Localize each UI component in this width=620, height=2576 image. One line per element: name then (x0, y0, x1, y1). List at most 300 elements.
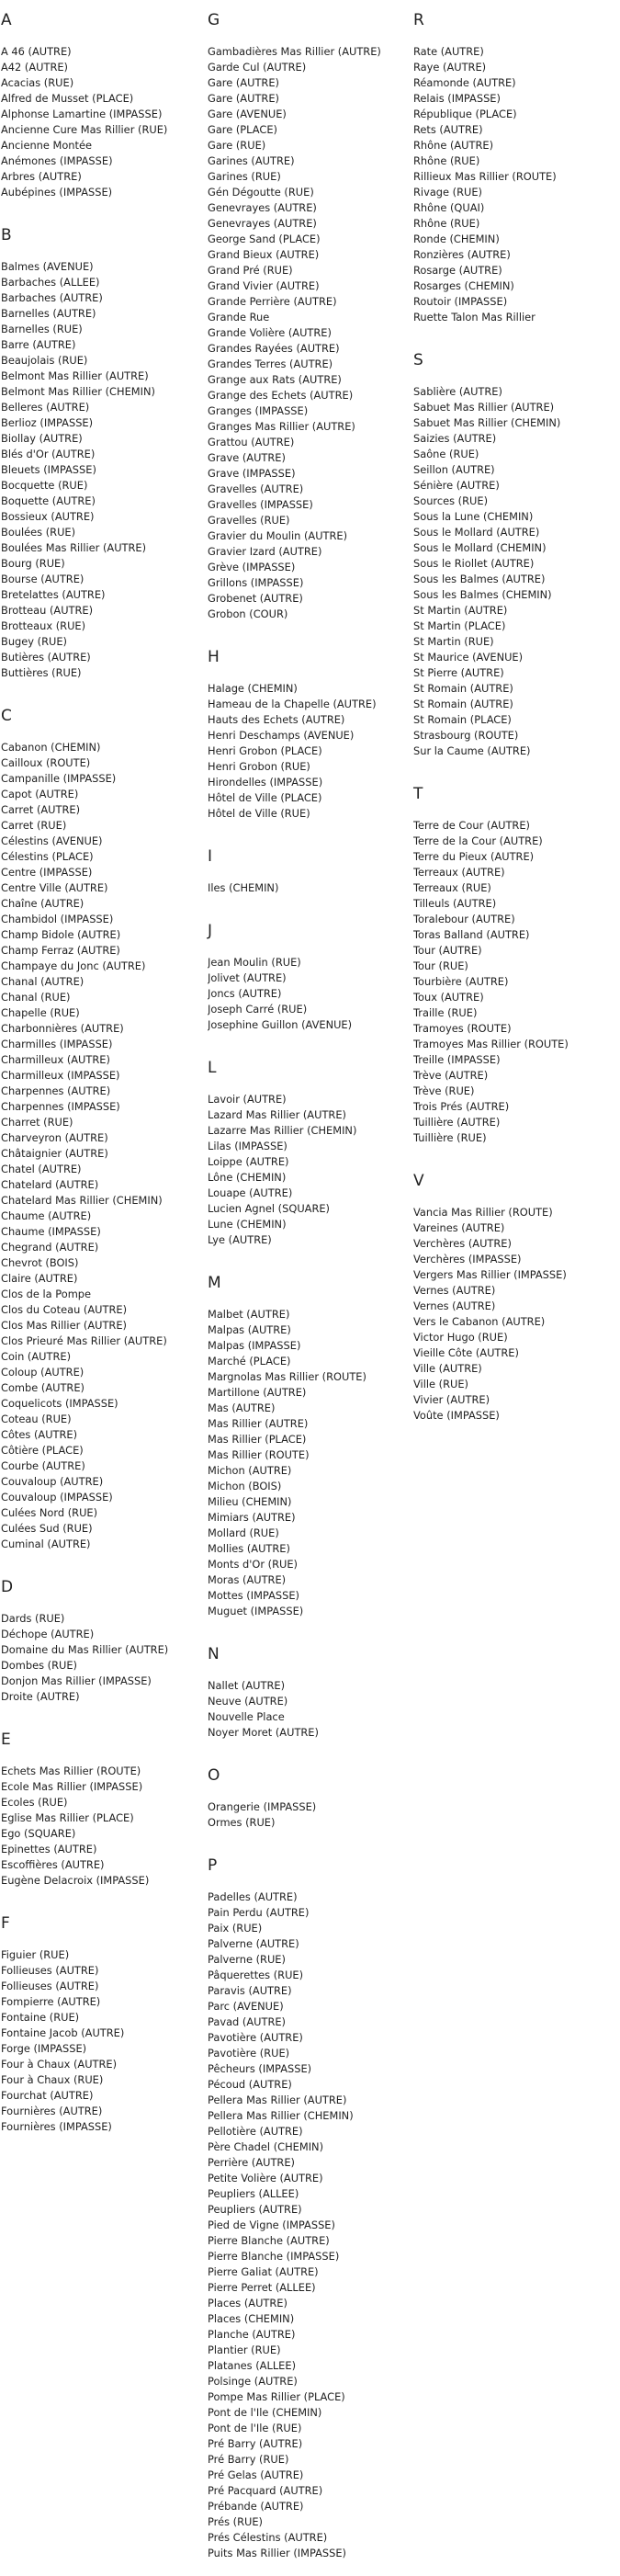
section-letter-heading: B (1, 226, 12, 244)
street-entry: Follieuses (AUTRE) (1, 1964, 99, 1977)
street-list (208, 681, 411, 822)
street-entry: Martillone (AUTRE) (208, 1386, 307, 1399)
street-entry: Chaîne (AUTRE) (1, 897, 85, 910)
street-list (1, 1947, 205, 2135)
street-entry: Mas Rillier (AUTRE) (208, 1417, 309, 1430)
street-entry: Fournières (AUTRE) (1, 2105, 103, 2117)
street-entry: Pavotière (RUE) (208, 2047, 290, 2060)
street-entry: St Romain (AUTRE) (413, 682, 513, 695)
street-entry: Cabanon (CHEMIN) (1, 741, 101, 754)
street-entry: Forge (IMPASSE) (1, 2042, 87, 2055)
street-entry: Sabuet Mas Rillier (CHEMIN) (413, 416, 561, 429)
index-section-h (208, 648, 411, 836)
street-entry: Biollay (AUTRE) (1, 432, 83, 445)
street-entry: Bocquette (RUE) (1, 479, 88, 492)
street-entry: Epinettes (AUTRE) (1, 1843, 97, 1855)
street-list (1, 1764, 205, 1889)
section-letter-heading: L (208, 1059, 217, 1077)
street-entry: Rhône (RUE) (413, 154, 480, 167)
street-entry: Gravier Izard (AUTRE) (208, 545, 322, 558)
street-entry: Lazard Mas Rillier (AUTRE) (208, 1108, 346, 1121)
street-entry: Mimiars (AUTRE) (208, 1511, 296, 1524)
street-entry: Rhône (AUTRE) (413, 139, 494, 152)
street-entry: Bourg (RUE) (1, 557, 65, 570)
street-entry: Arbres (AUTRE) (1, 170, 82, 183)
street-entry: Gravelles (AUTRE) (208, 482, 304, 495)
section-letter-heading: F (1, 1914, 10, 1933)
street-entry: Victor Hugo (RUE) (413, 1331, 508, 1344)
street-entry: Pompe Mas Rillier (PLACE) (208, 2390, 345, 2403)
street-entry: Rosarges (CHEMIN) (413, 279, 514, 292)
street-entry: Pied de Vigne (IMPASSE) (208, 2219, 335, 2231)
section-spacer (1, 2135, 205, 2150)
street-entry: Chambidol (IMPASSE) (1, 913, 114, 925)
street-entry: Ego (SQUARE) (1, 1827, 76, 1840)
street-entry: Cailloux (ROUTE) (1, 756, 91, 769)
street-entry: Bugey (RUE) (1, 635, 67, 648)
street-entry: Trois Prés (AUTRE) (413, 1100, 510, 1113)
street-list (208, 1799, 411, 1831)
street-entry: Prés (RUE) (208, 2515, 264, 2528)
street-entry: Rosarge (AUTRE) (413, 264, 502, 277)
street-entry: Pierre Perret (ALLEE) (208, 2281, 316, 2294)
street-entry: Monts d'Or (RUE) (208, 1558, 299, 1571)
street-entry: Domaine du Mas Rillier (AUTRE) (1, 1643, 169, 1656)
street-list (208, 1307, 411, 1619)
street-entry: Pain Perdu (AUTRE) (208, 1906, 310, 1919)
street-entry: Vernes (AUTRE) (413, 1299, 496, 1312)
street-entry: Vivier (AUTRE) (413, 1393, 490, 1406)
street-entry: République (PLACE) (413, 108, 517, 120)
street-entry: Malpas (AUTRE) (208, 1323, 291, 1336)
street-entry: Chaume (AUTRE) (1, 1209, 92, 1222)
street-entry: Ruette Talon Mas Rillier (413, 311, 535, 323)
street-entry: Henri Grobon (RUE) (208, 760, 310, 773)
street-entry: Hameau de la Chapelle (AUTRE) (208, 698, 377, 710)
street-entry: Ecoles (RUE) (1, 1796, 68, 1809)
street-entry: Coteau (RUE) (1, 1413, 72, 1425)
street-entry: Couvaloup (AUTRE) (1, 1475, 104, 1488)
street-entry: Joseph Carré (RUE) (208, 1003, 308, 1016)
street-entry: Pêcheurs (IMPASSE) (208, 2062, 312, 2075)
street-entry: Pavotière (AUTRE) (208, 2031, 303, 2044)
street-entry: Neuve (AUTRE) (208, 1695, 288, 1708)
street-entry: Côtes (AUTRE) (1, 1428, 78, 1441)
street-entry: Butières (AUTRE) (1, 651, 91, 664)
street-entry: Pellotière (AUTRE) (208, 2125, 303, 2138)
street-entry: Champaye du Jonc (AUTRE) (1, 959, 146, 972)
street-entry: Petite Volière (AUTRE) (208, 2172, 323, 2184)
street-entry: Genevrayes (AUTRE) (208, 217, 317, 230)
street-entry: Coin (AUTRE) (1, 1350, 72, 1363)
index-section-t (413, 785, 617, 1161)
street-entry: Coloup (AUTRE) (1, 1366, 85, 1379)
street-entry: Champ Ferraz (AUTRE) (1, 944, 120, 957)
street-entry: Charpennes (AUTRE) (1, 1084, 111, 1097)
street-entry: Marché (PLACE) (208, 1355, 291, 1367)
street-entry: Chanal (AUTRE) (1, 975, 85, 988)
street-entry: Planche (AUTRE) (208, 2328, 296, 2341)
index-section-g (208, 11, 411, 637)
street-entry: Ancienne Montée (1, 139, 93, 152)
section-letter-heading: P (208, 1856, 218, 1875)
street-list (1, 259, 205, 681)
index-section-o (208, 1766, 411, 1845)
street-entry: Seillon (AUTRE) (413, 463, 495, 476)
street-entry: Rhône (RUE) (413, 217, 480, 230)
street-entry: Josephine Guillon (AVENUE) (208, 1018, 353, 1031)
street-entry: Lavoir (AUTRE) (208, 1093, 287, 1106)
street-entry: Ville (AUTRE) (413, 1362, 482, 1375)
street-entry: Pécoud (AUTRE) (208, 2078, 292, 2091)
street-entry: Terreaux (RUE) (413, 881, 491, 894)
index-section-i (208, 847, 411, 911)
index-section-m (208, 1274, 411, 1634)
street-entry: Campanille (IMPASSE) (1, 772, 117, 785)
street-entry: Figuier (RUE) (1, 1948, 70, 1961)
street-entry: Charmilles (IMPASSE) (1, 1038, 113, 1050)
street-entry: Joncs (AUTRE) (208, 987, 282, 1000)
street-entry: Michon (AUTRE) (208, 1464, 292, 1477)
street-entry: Gravier du Moulin (AUTRE) (208, 529, 348, 542)
index-section-a (1, 11, 205, 215)
street-entry: Verchères (AUTRE) (413, 1237, 512, 1250)
street-entry: Gare (AUTRE) (208, 76, 279, 89)
street-entry: Halage (CHEMIN) (208, 682, 298, 695)
street-entry: Malbet (AUTRE) (208, 1308, 290, 1321)
street-entry: Ronde (CHEMIN) (413, 233, 500, 245)
street-entry: Lazarre Mas Rillier (CHEMIN) (208, 1124, 357, 1137)
street-entry: Clos du Coteau (AUTRE) (1, 1303, 128, 1316)
street-entry: Toux (AUTRE) (413, 991, 484, 1004)
street-entry: Claire (AUTRE) (1, 1272, 78, 1285)
street-entry: Grande Volière (AUTRE) (208, 326, 332, 339)
street-list (413, 44, 617, 325)
street-entry: St Romain (AUTRE) (413, 698, 513, 710)
street-entry: Eglise Mas Rillier (PLACE) (1, 1811, 134, 1824)
street-entry: Carret (AUTRE) (1, 803, 81, 816)
section-spacer (413, 759, 617, 774)
street-list (208, 1092, 411, 1248)
street-entry: Tour (RUE) (413, 959, 468, 972)
street-entry: Jean Moulin (RUE) (208, 956, 301, 969)
street-entry: Pierre Blanche (IMPASSE) (208, 2250, 340, 2263)
street-entry: Grave (IMPASSE) (208, 467, 296, 480)
street-entry: Terre de la Cour (AUTRE) (413, 834, 543, 847)
street-entry: Tramoyes (ROUTE) (413, 1022, 512, 1035)
street-entry: St Martin (PLACE) (413, 619, 506, 632)
street-entry: Plantier (RUE) (208, 2343, 281, 2356)
street-entry: Boulées Mas Rillier (AUTRE) (1, 541, 147, 554)
street-entry: Places (CHEMIN) (208, 2312, 295, 2325)
street-entry: Aubépines (IMPASSE) (1, 186, 113, 199)
street-entry: A42 (AUTRE) (1, 61, 68, 74)
street-entry: Orangerie (IMPASSE) (208, 1800, 317, 1813)
street-entry: Lune (CHEMIN) (208, 1218, 287, 1231)
street-entry: Dombes (RUE) (1, 1659, 77, 1672)
section-spacer (208, 1033, 411, 1048)
street-entry: Grande Rue (208, 311, 270, 323)
section-letter-heading: V (413, 1172, 424, 1190)
section-letter-heading: I (208, 847, 213, 866)
street-entry: Gare (AVENUE) (208, 108, 287, 120)
street-entry: Perrière (AUTRE) (208, 2156, 295, 2169)
street-entry: Charmilleux (AUTRE) (1, 1053, 110, 1066)
street-entry: Charbonnières (AUTRE) (1, 1022, 124, 1035)
section-letter-heading: G (208, 11, 220, 29)
street-entry: Genevrayes (AUTRE) (208, 201, 317, 214)
street-entry: Michon (BOIS) (208, 1480, 282, 1492)
street-list (208, 955, 411, 1033)
street-entry: Vieille Côte (AUTRE) (413, 1346, 519, 1359)
street-entry: Gare (PLACE) (208, 123, 277, 136)
street-entry: Tilleuls (AUTRE) (413, 897, 497, 910)
street-entry: Milieu (CHEMIN) (208, 1495, 292, 1508)
section-spacer (208, 822, 411, 836)
street-entry: Raye (AUTRE) (413, 61, 487, 74)
street-entry: Malpas (IMPASSE) (208, 1339, 301, 1352)
street-entry: Gravelles (IMPASSE) (208, 498, 313, 511)
street-entry: Rhône (QUAI) (413, 201, 485, 214)
street-entry: Clos Mas Rillier (AUTRE) (1, 1319, 127, 1332)
street-entry: Trève (AUTRE) (413, 1069, 489, 1082)
street-entry: Tuillière (AUTRE) (413, 1116, 501, 1129)
street-entry: Cuminal (AUTRE) (1, 1538, 91, 1550)
street-entry: Sous le Riollet (AUTRE) (413, 557, 535, 570)
street-entry: Padelles (AUTRE) (208, 1890, 298, 1903)
street-entry: Granges Mas Rillier (AUTRE) (208, 420, 355, 433)
street-entry: Barbaches (AUTRE) (1, 291, 103, 304)
street-entry: Lilas (IMPASSE) (208, 1140, 287, 1152)
section-spacer (208, 1248, 411, 1263)
street-entry: Pavad (AUTRE) (208, 2015, 286, 2028)
street-entry: Echets Mas Rillier (ROUTE) (1, 1765, 141, 1777)
street-list (208, 880, 411, 896)
street-entry: Fontaine Jacob (AUTRE) (1, 2026, 125, 2039)
street-entry: Sablière (AUTRE) (413, 385, 502, 398)
street-entry: Barbaches (ALLEE) (1, 276, 100, 289)
street-entry: Combe (AUTRE) (1, 1381, 85, 1394)
street-entry: Clos Prieuré Mas Rillier (AUTRE) (1, 1334, 167, 1347)
index-column-2 (208, 0, 411, 2576)
section-letter-heading: D (1, 1578, 14, 1596)
street-entry: Mottes (IMPASSE) (208, 1589, 299, 1602)
street-entry: Côtière (PLACE) (1, 1444, 84, 1457)
section-spacer (208, 1741, 411, 1755)
street-entry: Grange des Echets (AUTRE) (208, 389, 354, 402)
street-entry: Tourbière (AUTRE) (413, 975, 509, 988)
section-spacer (208, 1619, 411, 1634)
street-list (208, 44, 411, 622)
street-entry: Terre du Pieux (AUTRE) (413, 850, 535, 863)
street-entry: Chapelle (RUE) (1, 1006, 80, 1019)
index-section-e (1, 1731, 205, 1903)
street-list (1, 44, 205, 200)
street-entry: Terre de Cour (AUTRE) (413, 819, 530, 832)
section-letter-heading: H (208, 648, 220, 666)
street-entry: Pellera Mas Rillier (CHEMIN) (208, 2109, 354, 2122)
street-entry: Pont de l'Ile (RUE) (208, 2422, 302, 2434)
section-spacer (1, 681, 205, 696)
street-entry: Moras (AUTRE) (208, 1573, 287, 1586)
street-entry: Verchères (IMPASSE) (413, 1253, 522, 1265)
street-entry: Couvaloup (IMPASSE) (1, 1491, 113, 1504)
street-entry: Berlioz (IMPASSE) (1, 416, 94, 429)
street-entry: Balmes (AVENUE) (1, 260, 94, 273)
street-entry: Palverne (AUTRE) (208, 1937, 299, 1950)
street-entry: Brotteau (AUTRE) (1, 604, 94, 617)
section-spacer (1, 1889, 205, 1903)
street-entry: Courbe (AUTRE) (1, 1459, 85, 1472)
street-entry: Grandes Terres (AUTRE) (208, 357, 333, 370)
street-entry: Grobenet (AUTRE) (208, 592, 303, 605)
street-entry: Fourchat (AUTRE) (1, 2089, 94, 2102)
street-entry: Grève (IMPASSE) (208, 561, 296, 573)
street-entry: Célestins (PLACE) (1, 850, 94, 863)
street-entry: Grand Bieux (AUTRE) (208, 248, 320, 261)
street-entry: Acacias (RUE) (1, 76, 74, 89)
street-entry: Polsinge (AUTRE) (208, 2375, 298, 2388)
index-section-p (208, 1856, 411, 2576)
street-list (208, 1678, 411, 1741)
index-column-3 (413, 0, 617, 1438)
street-entry: Barnelles (RUE) (1, 323, 83, 335)
street-entry: Escoffières (AUTRE) (1, 1858, 105, 1871)
street-entry: Barnelles (AUTRE) (1, 307, 96, 320)
street-entry: Dards (RUE) (1, 1612, 65, 1625)
street-entry: Pré Gelas (AUTRE) (208, 2468, 304, 2481)
street-entry: Mas Rillier (PLACE) (208, 1433, 307, 1446)
street-entry: Clos de la Pompe (1, 1288, 92, 1300)
section-letter-heading: E (1, 1731, 11, 1749)
street-entry: Hôtel de Ville (PLACE) (208, 791, 322, 804)
street-entry: Fournières (IMPASSE) (1, 2120, 112, 2133)
street-entry: Culées Nord (RUE) (1, 1506, 98, 1519)
street-entry: Routoir (IMPASSE) (413, 295, 508, 308)
street-entry: Gén Dégoutte (RUE) (208, 186, 314, 199)
section-spacer (413, 1146, 617, 1161)
street-entry: Grand Pré (RUE) (208, 264, 293, 277)
street-entry: Chatel (AUTRE) (1, 1163, 82, 1175)
street-entry: Grange aux Rats (AUTRE) (208, 373, 342, 386)
street-entry: Grobon (COUR) (208, 607, 288, 620)
street-list (413, 1205, 617, 1424)
street-list (1, 740, 205, 1552)
street-entry: Barre (AUTRE) (1, 338, 76, 351)
street-entry: Réamonde (AUTRE) (413, 76, 516, 89)
section-letter-heading: N (208, 1645, 220, 1663)
street-entry: Vergers Mas Rillier (IMPASSE) (413, 1268, 567, 1281)
street-entry: Granges (IMPASSE) (208, 404, 309, 417)
section-letter-heading: M (208, 1274, 221, 1292)
street-entry: Carret (RUE) (1, 819, 67, 832)
section-letter-heading: T (413, 785, 423, 803)
street-entry: Louape (AUTRE) (208, 1186, 293, 1199)
street-entry: Trève (RUE) (413, 1084, 475, 1097)
street-entry: Peupliers (ALLEE) (208, 2187, 299, 2200)
street-entry: Treille (IMPASSE) (413, 1053, 501, 1066)
street-entry: Pellera Mas Rillier (AUTRE) (208, 2094, 347, 2106)
street-entry: Pierre Blanche (AUTRE) (208, 2234, 330, 2247)
street-entry: Prébande (AUTRE) (208, 2500, 304, 2513)
street-entry: Belmont Mas Rillier (CHEMIN) (1, 385, 155, 398)
street-entry: St Maurice (AVENUE) (413, 651, 524, 664)
street-entry: Châtaignier (AUTRE) (1, 1147, 108, 1160)
street-entry: Pré Pacquard (AUTRE) (208, 2484, 323, 2497)
street-list (413, 818, 617, 1146)
index-section-l (208, 1059, 411, 1263)
street-entry: Sous les Balmes (CHEMIN) (413, 588, 552, 601)
street-entry: Ancienne Cure Mas Rillier (RUE) (1, 123, 168, 136)
street-entry: Belmont Mas Rillier (AUTRE) (1, 369, 149, 382)
street-entry: Fompierre (AUTRE) (1, 1995, 101, 2008)
street-entry: Lye (AUTRE) (208, 1233, 272, 1246)
street-entry: Boquette (AUTRE) (1, 494, 96, 507)
street-entry: Strasbourg (ROUTE) (413, 729, 519, 742)
section-spacer (413, 325, 617, 340)
street-entry: Bleuets (IMPASSE) (1, 463, 96, 476)
street-entry: Sabuet Mas Rillier (AUTRE) (413, 401, 555, 414)
street-entry: Jolivet (AUTRE) (208, 971, 287, 984)
section-spacer (208, 896, 411, 911)
street-list (208, 1889, 411, 2561)
street-entry: Platanes (ALLEE) (208, 2359, 297, 2372)
street-entry: Gambadières Mas Rillier (AUTRE) (208, 45, 381, 58)
street-entry: Pré Barry (AUTRE) (208, 2437, 303, 2450)
street-entry: Sous le Mollard (CHEMIN) (413, 541, 547, 554)
street-entry: Bourse (AUTRE) (1, 573, 85, 585)
street-entry: Vareines (AUTRE) (413, 1221, 505, 1234)
street-list (1, 1611, 205, 1705)
street-entry: Lône (CHEMIN) (208, 1171, 287, 1184)
street-entry: Rets (AUTRE) (413, 123, 483, 136)
street-entry: Follieuses (AUTRE) (1, 1980, 99, 1992)
street-entry: Nallet (AUTRE) (208, 1679, 286, 1692)
street-entry: St Pierre (AUTRE) (413, 666, 504, 679)
street-entry: Chevrot (BOIS) (1, 1256, 79, 1269)
street-entry: Sous le Mollard (AUTRE) (413, 526, 540, 539)
street-entry: Coquelicots (IMPASSE) (1, 1397, 118, 1410)
street-entry: Mas Rillier (ROUTE) (208, 1448, 310, 1461)
street-entry: Mollies (AUTRE) (208, 1542, 290, 1555)
street-entry: Four à Chaux (AUTRE) (1, 2058, 118, 2071)
street-entry: Loippe (AUTRE) (208, 1155, 289, 1168)
street-entry: Beaujolais (RUE) (1, 354, 88, 367)
section-letter-heading: R (413, 11, 424, 29)
street-entry: Pâquerettes (RUE) (208, 1969, 304, 1981)
street-entry: Ville (RUE) (413, 1378, 469, 1390)
street-entry: Henri Grobon (PLACE) (208, 744, 322, 757)
street-entry: Boulées (RUE) (1, 526, 76, 539)
street-entry: Gare (RUE) (208, 139, 266, 152)
street-entry: Mollard (RUE) (208, 1526, 279, 1539)
street-entry: Rillieux Mas Rillier (ROUTE) (413, 170, 557, 183)
street-entry: Bretelattes (AUTRE) (1, 588, 106, 601)
street-entry: Muguet (IMPASSE) (208, 1605, 304, 1617)
street-entry: Ecole Mas Rillier (IMPASSE) (1, 1780, 143, 1793)
street-entry: Donjon Mas Rillier (IMPASSE) (1, 1674, 152, 1687)
street-entry: Pont de l'Ile (CHEMIN) (208, 2406, 322, 2419)
street-entry: Sous les Balmes (AUTRE) (413, 573, 546, 585)
street-entry: Mas (AUTRE) (208, 1401, 276, 1414)
street-entry: Gravelles (RUE) (208, 514, 290, 527)
section-letter-heading: S (413, 351, 423, 369)
street-entry: Célestins (AVENUE) (1, 834, 103, 847)
street-entry: Capot (AUTRE) (1, 788, 79, 800)
street-entry: Chaume (IMPASSE) (1, 1225, 101, 1238)
street-entry: Vers le Cabanon (AUTRE) (413, 1315, 546, 1328)
street-entry: Parc (AVENUE) (208, 2000, 284, 2013)
